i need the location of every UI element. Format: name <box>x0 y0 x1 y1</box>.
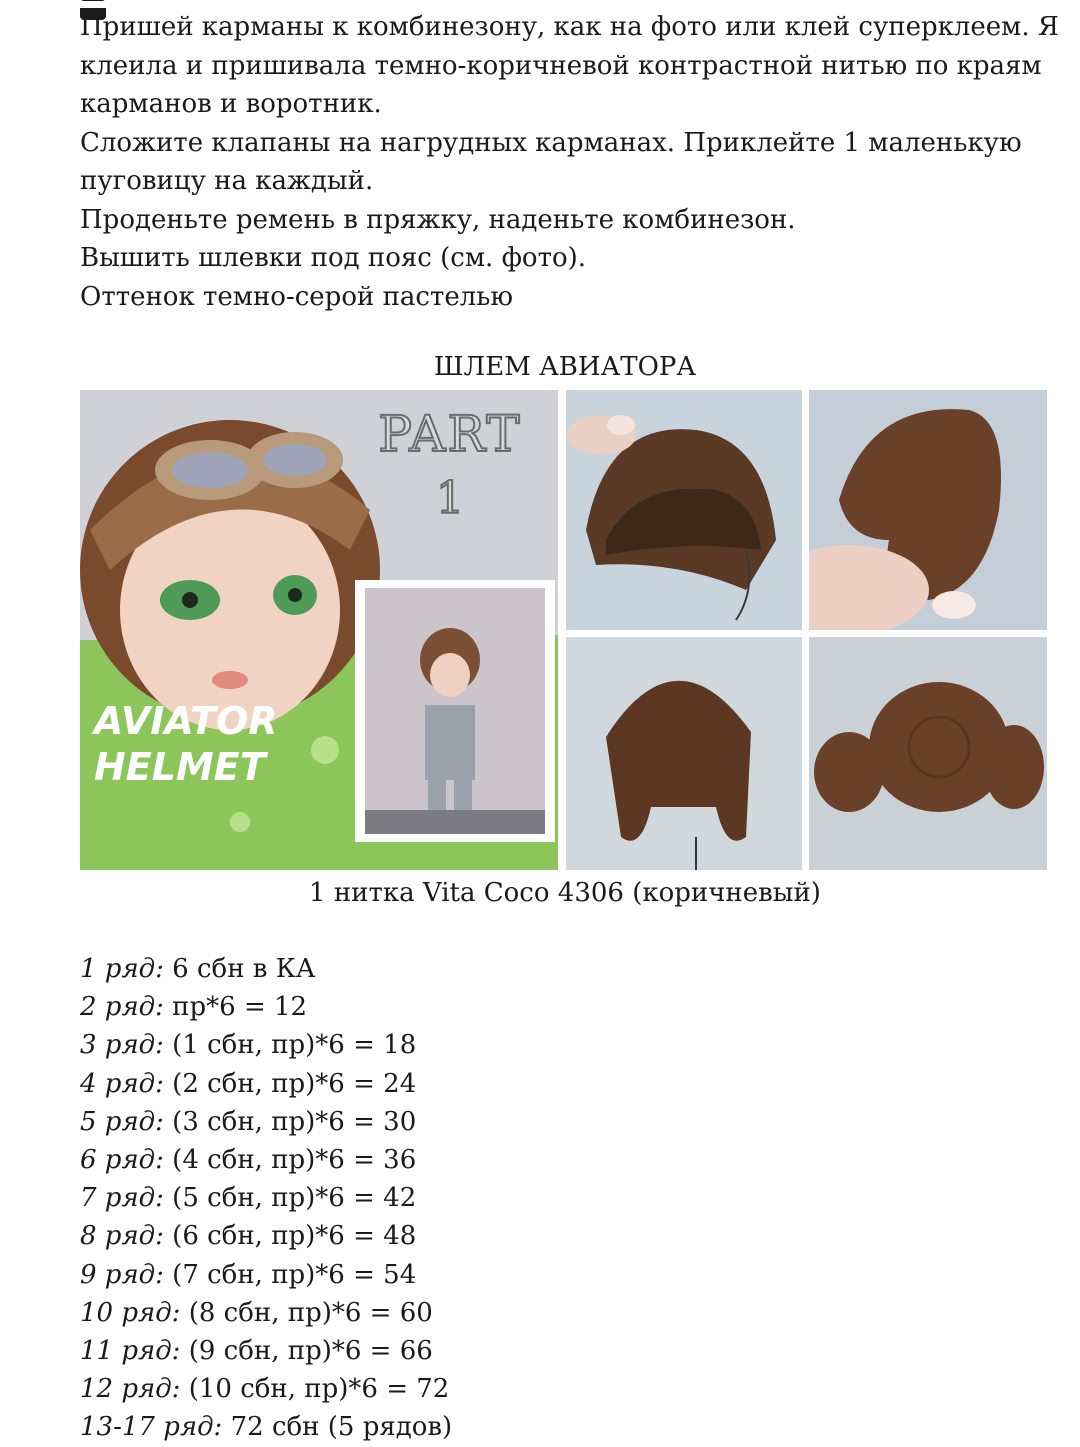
row-text: (10 сбн, пр)*6 = 72 <box>180 1374 450 1405</box>
intro-paragraph: Пришей карманы к комбинезону, как на фото или клей суперклеем. Я клеила и пришивала темно-коричневой контрастной нитью по краям карманов и воротник. <box>80 12 1059 119</box>
row-label: 11 ряд: <box>80 1336 181 1367</box>
helmet-photo-front <box>566 637 802 870</box>
row-label: 2 ряд: <box>80 992 164 1023</box>
row-instructions <box>80 950 980 1447</box>
row-instruction <box>80 950 980 988</box>
row-text: (7 сбн, пр)*6 = 54 <box>163 1259 417 1290</box>
row-text: (8 сбн, пр)*6 = 60 <box>180 1297 433 1328</box>
section-title: ШЛЕМ АВИАТОРА <box>433 352 697 382</box>
row-label: 6 ряд: <box>80 1145 164 1176</box>
row-instruction <box>80 988 980 1026</box>
row-instruction <box>80 1408 980 1446</box>
row-label: 10 ряд: <box>80 1297 181 1328</box>
row-label: 8 ряд: <box>80 1221 164 1252</box>
cover-title-line: AVIATOR <box>94 699 278 743</box>
photo-collage <box>80 390 1047 870</box>
helmet-photo-open <box>566 390 802 630</box>
row-label: 3 ряд: <box>80 1030 164 1061</box>
cover-part-number: 1 <box>436 473 464 524</box>
intro-paragraph: Проденьте ремень в пряжку, наденьте комбинезон. <box>80 204 796 235</box>
row-instruction <box>80 1332 980 1370</box>
helmet-photo-top <box>809 637 1047 870</box>
row-instruction <box>80 1370 980 1408</box>
cover-title <box>94 698 364 790</box>
row-instruction <box>80 1103 980 1141</box>
row-text: (5 сбн, пр)*6 = 42 <box>163 1183 417 1214</box>
row-text: (2 сбн, пр)*6 = 24 <box>163 1068 417 1099</box>
cut-off-heading <box>80 0 140 2</box>
intro-text <box>80 8 1060 316</box>
row-text: 6 сбн в КА <box>163 954 316 984</box>
helmet-photo-side <box>809 390 1047 630</box>
row-text: (1 сбн, пр)*6 = 18 <box>163 1030 417 1061</box>
row-instruction <box>80 1294 980 1332</box>
row-text: (9 сбн, пр)*6 = 66 <box>180 1336 433 1367</box>
row-text: 72 сбн (5 рядов) <box>222 1412 453 1443</box>
yarn-caption: 1 нитка Vita Coco 4306 (коричневый) <box>309 878 821 908</box>
row-label: 1 ряд: <box>80 954 164 984</box>
row-text: (4 сбн, пр)*6 = 36 <box>163 1145 417 1176</box>
row-label: 5 ряд: <box>80 1106 164 1137</box>
intro-paragraph: Вышить шлевки под пояс (см. фото). <box>80 243 587 273</box>
cover-title-line: HELMET <box>94 745 266 789</box>
row-instruction <box>80 1217 980 1255</box>
intro-paragraph: Сложите клапаны на нагрудных карманах. Приклейте 1 маленькую пуговицу на каждый. <box>80 127 1022 196</box>
row-text: (3 сбн, пр)*6 = 30 <box>163 1106 417 1137</box>
intro-paragraph: Оттенок темно-серой пастелью <box>80 281 514 312</box>
row-text: (6 сбн, пр)*6 = 48 <box>163 1221 417 1252</box>
cover-image <box>80 390 558 870</box>
row-text: пр*6 = 12 <box>163 992 308 1023</box>
row-label: 12 ряд: <box>80 1374 181 1405</box>
row-label: 4 ряд: <box>80 1068 164 1099</box>
row-instruction <box>80 1179 980 1217</box>
row-label: 13-17 ряд: <box>80 1412 223 1443</box>
row-instruction <box>80 1065 980 1103</box>
row-instruction <box>80 1026 980 1064</box>
row-label: 7 ряд: <box>80 1183 164 1214</box>
row-instruction <box>80 1141 980 1179</box>
row-instruction <box>80 1256 980 1294</box>
cover-part-label: PART <box>378 405 522 463</box>
row-label: 9 ряд: <box>80 1259 164 1290</box>
